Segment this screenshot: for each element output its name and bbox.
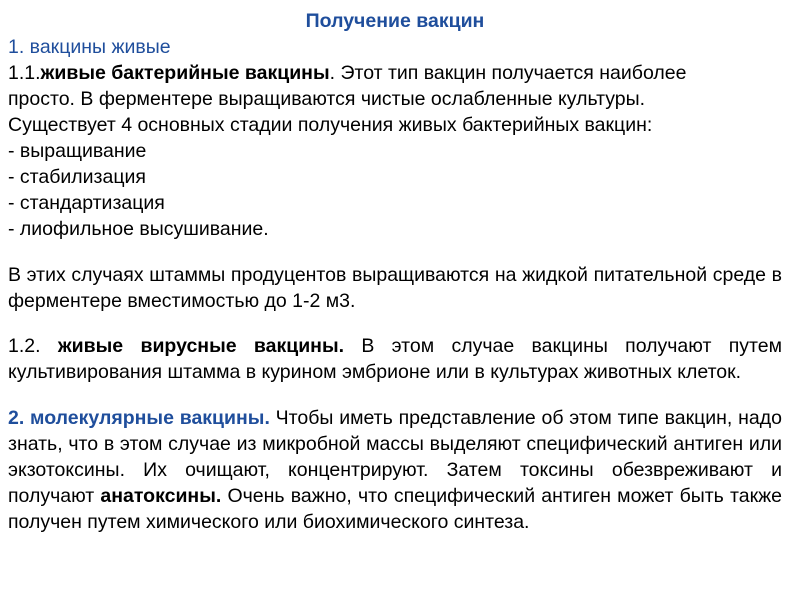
paragraph-text: В этом случае вакцины получают путем культивирования штамма в курином эмбрионе или в культурах животных клеток. <box>8 335 782 383</box>
stage-item: - стабилизация <box>8 166 146 188</box>
paragraph-text: . Этот тип вакцин получается наиболее <box>329 62 687 84</box>
page-title: Получение вакцин <box>305 10 485 32</box>
paragraph-text: Очень важно, что специфический антиген может быть также получен путем химического или биохимического синтеза. <box>8 484 783 533</box>
paragraph-strains: В этих случаях штаммы продуцентов выращиваются на жидкой питательной среде в ферментере вместимостью до 1-2 м3. <box>8 263 782 312</box>
stages-intro: Существует 4 основных стадии получения живых бактерийных вакцин: <box>8 114 653 136</box>
paragraph-live-bacterial <box>8 60 782 86</box>
subsection-number: 1.2. <box>8 335 58 357</box>
term-live-bacterial-vaccines: живые бактерийные вакцины <box>40 62 330 84</box>
section-heading-molecular-vaccines: 2. молекулярные вакцины. <box>8 406 270 429</box>
stage-item: - выращивание <box>8 140 147 162</box>
stage-item: - стандартизация <box>8 192 165 214</box>
paragraph-molecular <box>8 405 782 535</box>
section-heading-live-vaccines: 1. вакцины живые <box>8 36 171 58</box>
subsection-number: 1.1. <box>8 62 41 84</box>
paragraph-live-viral <box>8 333 782 385</box>
stage-item: - лиофильное высушивание. <box>8 218 269 240</box>
term-live-viral-vaccines: живые вирусные вакцины. <box>57 335 345 357</box>
paragraph-line: просто. В ферментере выращиваются чистые ослабленные культуры. <box>8 88 646 110</box>
paragraph-text: Чтобы иметь представление об этом типе вакцин, надо знать, что в этом случае из микробной массы выделяют специфический антиген или экзотоксины. Их очищают, концентрируют. Затем токсины обезвреживают и получают <box>8 406 782 507</box>
term-anatoxins: анатоксины. <box>100 484 222 507</box>
